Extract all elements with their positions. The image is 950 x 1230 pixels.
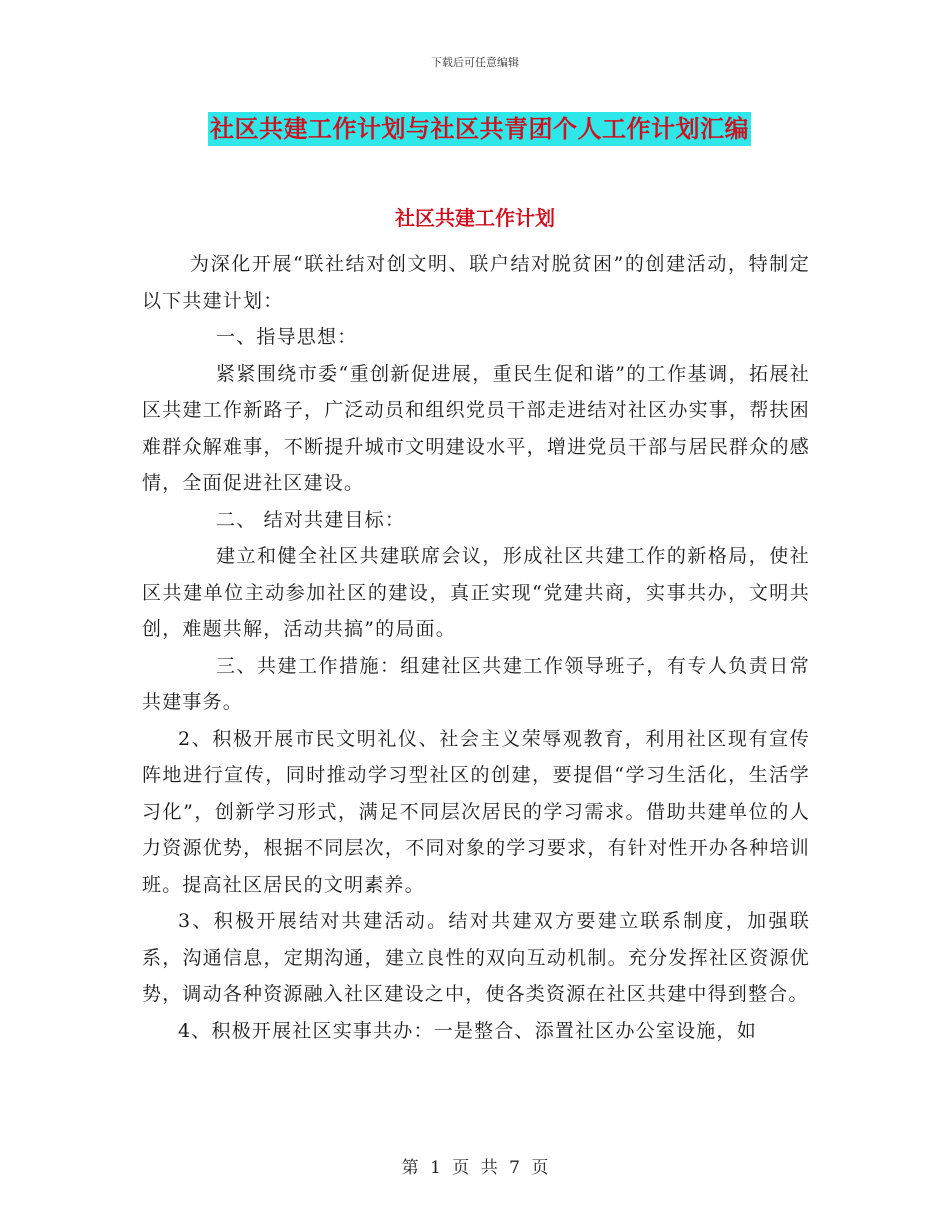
paragraph: 4、积极开展社区实事共办：一是整合、添置社区办公室设施，如 xyxy=(178,1019,757,1042)
header-note: 下载后可任意编辑 xyxy=(431,56,519,69)
paragraph: 2、积极开展市民文明礼仪、社会主义荣辱观教育，利用社区现有宣传阵地进行宣传，同时推动学习型社区的创建，要提倡“学习生活化，生活学习化”，创新学习形式，满足不同层次居民的学习需求。借助共建单位的人力资源优势，根据不同层次，不同对象的学习要求，有针对性开办各种培训班。提高社区居民的文明素养。 xyxy=(142,727,810,896)
document-body xyxy=(142,246,810,1049)
page-footer: 第 1 页 共 7 页 xyxy=(401,1158,549,1178)
section-title: 社区共建工作计划 xyxy=(395,206,555,230)
paragraph: 建立和健全社区共建联席会议，形成社区共建工作的新格局，使社区共建单位主动参加社区的建设，真正实现“党建共商，实事共办，文明共创，难题共解，活动共搞”的局面。 xyxy=(142,545,810,640)
paragraph: 一、指导思想： xyxy=(216,326,358,348)
paragraph: 三、共建工作措施：组建社区共建工作领导班子，有专人负责日常共建事务。 xyxy=(142,654,810,713)
paragraph: 3、积极开展结对共建活动。结对共建双方要建立联系制度，加强联系，沟通信息，定期沟通，建立良性的双向互动机制。充分发挥社区资源优势，调动各种资源融入社区建设之中，使各类资源在社区共建中得到整合。 xyxy=(142,910,810,1005)
paragraph: 为深化开展“联社结对创文明、联户结对脱贫困”的创建活动，特制定以下共建计划： xyxy=(142,253,810,312)
paragraph: 紧紧围绕市委“重创新促进展，重民生促和谐”的工作基调，拓展社区共建工作新路子，广泛动员和组织党员干部走进结对社区办实事，帮扶困难群众解难事，不断提升城市文明建设水平，增进党员干部与居民群众的感情，全面促进社区建设。 xyxy=(142,362,810,494)
paragraph: 二、 结对共建目标： xyxy=(216,508,406,531)
document-title: 社区共建工作计划与社区共青团个人工作计划汇编 xyxy=(208,112,751,146)
